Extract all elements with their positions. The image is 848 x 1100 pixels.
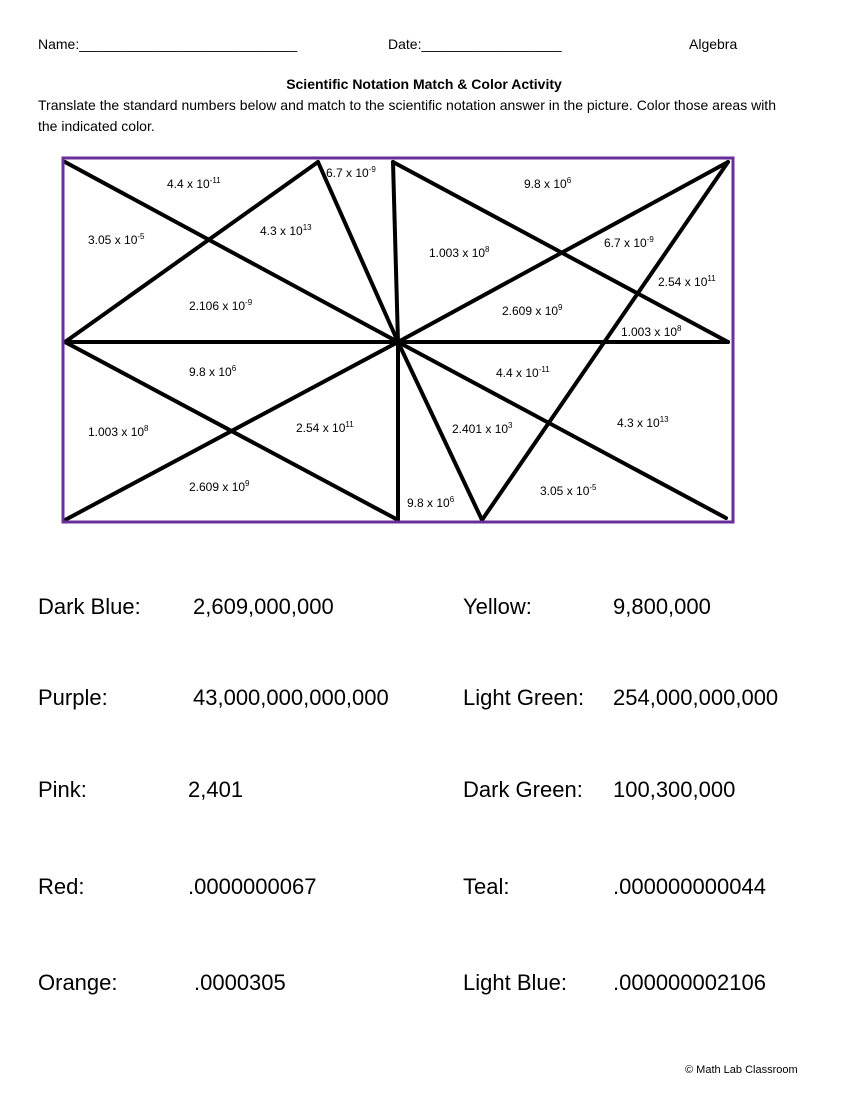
key-value-yellow: 9,800,000 bbox=[613, 594, 711, 619]
region-label: 6.7 x $10^{-9}$ bbox=[326, 165, 376, 180]
subject-label: Algebra bbox=[689, 36, 738, 52]
region-label: 2.106 x $10^{-9}$ bbox=[189, 298, 253, 313]
key-color-light-blue: Light Blue: bbox=[463, 970, 567, 995]
key-color-orange: Orange: bbox=[38, 970, 118, 995]
key-value-red: .0000000067 bbox=[188, 874, 317, 899]
key-color-light-green: Light Green: bbox=[463, 685, 585, 710]
page-title: Scientific Notation Match & Color Activity bbox=[286, 76, 562, 92]
figure-line bbox=[65, 162, 398, 342]
region-label: 9.8 x $10^6$ bbox=[407, 495, 455, 510]
key-value-teal: .000000000044 bbox=[613, 874, 766, 899]
key-color-pink: Pink: bbox=[38, 777, 87, 802]
region-label: 2.54 x $10^{11}$ bbox=[658, 274, 716, 289]
key-value-light-green: 254,000,000,000 bbox=[613, 685, 779, 710]
key-color-red: Red: bbox=[38, 874, 85, 899]
key-color-teal: Teal: bbox=[463, 874, 510, 899]
region-label: 2.54 x $10^{11}$ bbox=[296, 420, 354, 435]
instructions: Translate the standard numbers below and match to the scientific notation answer in the picture. Color those areas with the indicated color. bbox=[38, 97, 776, 134]
region-label: 2.609 x $10^9$ bbox=[189, 479, 250, 494]
figure-line bbox=[318, 162, 398, 342]
key-value-orange: .0000305 bbox=[194, 970, 286, 995]
key-color-dark-blue: Dark Blue: bbox=[38, 594, 141, 619]
key-value-purple: 43,000,000,000,000 bbox=[193, 685, 389, 710]
region-label: 3.05 x $10^{-5}$ bbox=[88, 232, 145, 247]
region-label: 4.4 x $10^{-11}$ bbox=[167, 176, 221, 191]
region-label: 4.3 x $10^{13}$ bbox=[617, 415, 669, 430]
region-label: 4.3 x $10^{13}$ bbox=[260, 223, 312, 238]
copyright: © Math Lab Classroom bbox=[685, 1064, 798, 1076]
region-label: 9.8 x $10^6$ bbox=[189, 364, 237, 379]
region-label: 1.003 x $10^8$ bbox=[88, 424, 149, 439]
region-label: 2.401 x $10^3$ bbox=[452, 421, 513, 436]
name-field[interactable]: Name:____________________________ bbox=[38, 36, 298, 52]
figure-line bbox=[393, 162, 398, 342]
region-label: 9.8 x $10^6$ bbox=[524, 176, 572, 191]
region-label: 6.7 x $10^{-9}$ bbox=[604, 235, 654, 250]
key-color-yellow: Yellow: bbox=[463, 594, 532, 619]
key-value-light-blue: .000000002106 bbox=[613, 970, 766, 995]
key-value-dark-blue: 2,609,000,000 bbox=[193, 594, 334, 619]
key-color-purple: Purple: bbox=[38, 685, 108, 710]
region-label: 1.003 x $10^8$ bbox=[621, 324, 682, 339]
region-label: 4.4 x $10^{-11}$ bbox=[496, 365, 550, 380]
key-color-dark-green: Dark Green: bbox=[463, 777, 583, 802]
date-field[interactable]: Date:__________________ bbox=[388, 36, 562, 52]
key-value-dark-green: 100,300,000 bbox=[613, 777, 736, 802]
region-label: 2.609 x $10^9$ bbox=[502, 303, 563, 318]
region-label: 1.003 x $10^8$ bbox=[429, 245, 490, 260]
key-value-pink: 2,401 bbox=[188, 777, 244, 802]
region-label: 3.05 x $10^{-5}$ bbox=[540, 483, 597, 498]
